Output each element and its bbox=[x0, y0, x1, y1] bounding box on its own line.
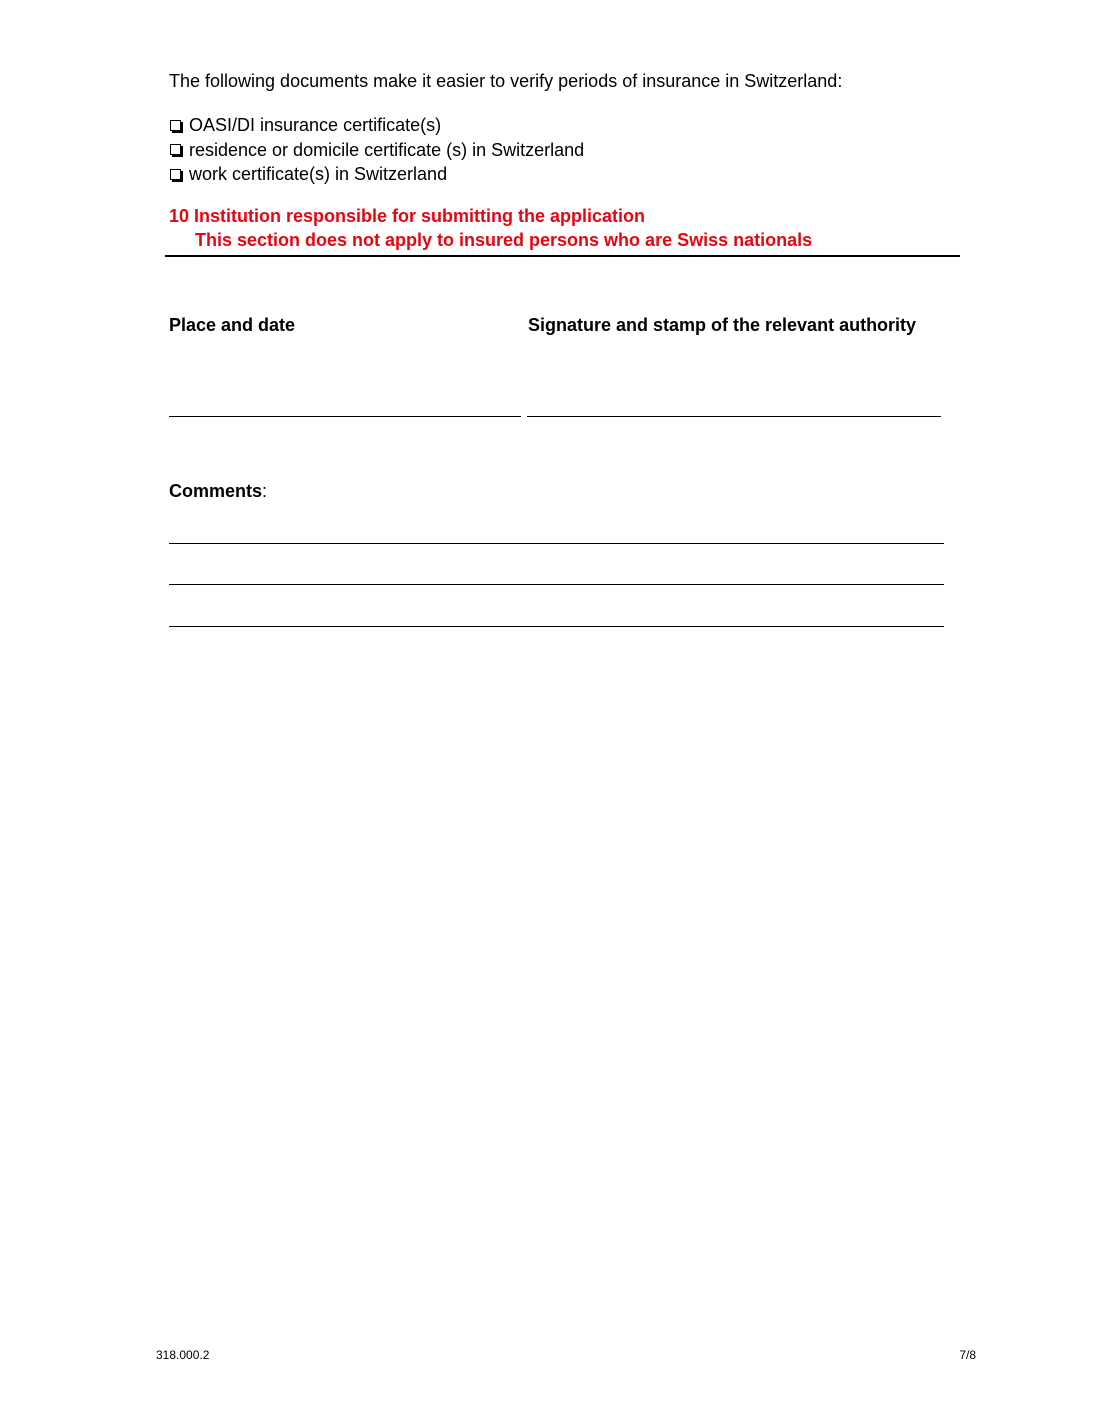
section-title: 10 Institution responsible for submitting the application bbox=[169, 206, 646, 226]
comment-line-2[interactable] bbox=[169, 584, 944, 585]
checkbox-icon[interactable] bbox=[170, 120, 181, 131]
checklist-item-label: work certificate(s) in Switzerland bbox=[189, 164, 448, 184]
checkbox-icon[interactable] bbox=[170, 169, 181, 180]
checklist-item-label: OASI/DI insurance certificate(s) bbox=[189, 115, 442, 135]
place-date-label: Place and date bbox=[169, 315, 296, 335]
place-date-field[interactable] bbox=[169, 416, 521, 417]
checklist-item[interactable] bbox=[169, 113, 584, 138]
intro-text: The following documents make it easier to verify periods of insurance in Switzerland: bbox=[169, 71, 843, 91]
comments-label-text: Comments bbox=[169, 481, 263, 501]
checklist-item[interactable] bbox=[169, 138, 584, 163]
signature-field[interactable] bbox=[527, 416, 941, 417]
comment-line-3[interactable] bbox=[169, 626, 944, 627]
signature-label: Signature and stamp of the relevant authority bbox=[528, 315, 917, 335]
comment-line-1[interactable] bbox=[169, 543, 944, 544]
section-heading bbox=[169, 204, 812, 252]
section-subtitle: This section does not apply to insured persons who are Swiss nationals bbox=[195, 230, 813, 250]
comments-label-colon: : bbox=[262, 481, 268, 501]
comments-label bbox=[169, 481, 267, 502]
doc-number: 318.000.2 bbox=[156, 1348, 210, 1362]
page-number: 7/8 bbox=[959, 1348, 976, 1362]
checklist-item-label: residence or domicile certificate (s) in Switzerland bbox=[189, 139, 585, 160]
checklist-item[interactable] bbox=[169, 162, 584, 187]
section-divider bbox=[165, 255, 960, 257]
checkbox-icon[interactable] bbox=[170, 144, 181, 155]
document-checklist bbox=[169, 113, 584, 187]
